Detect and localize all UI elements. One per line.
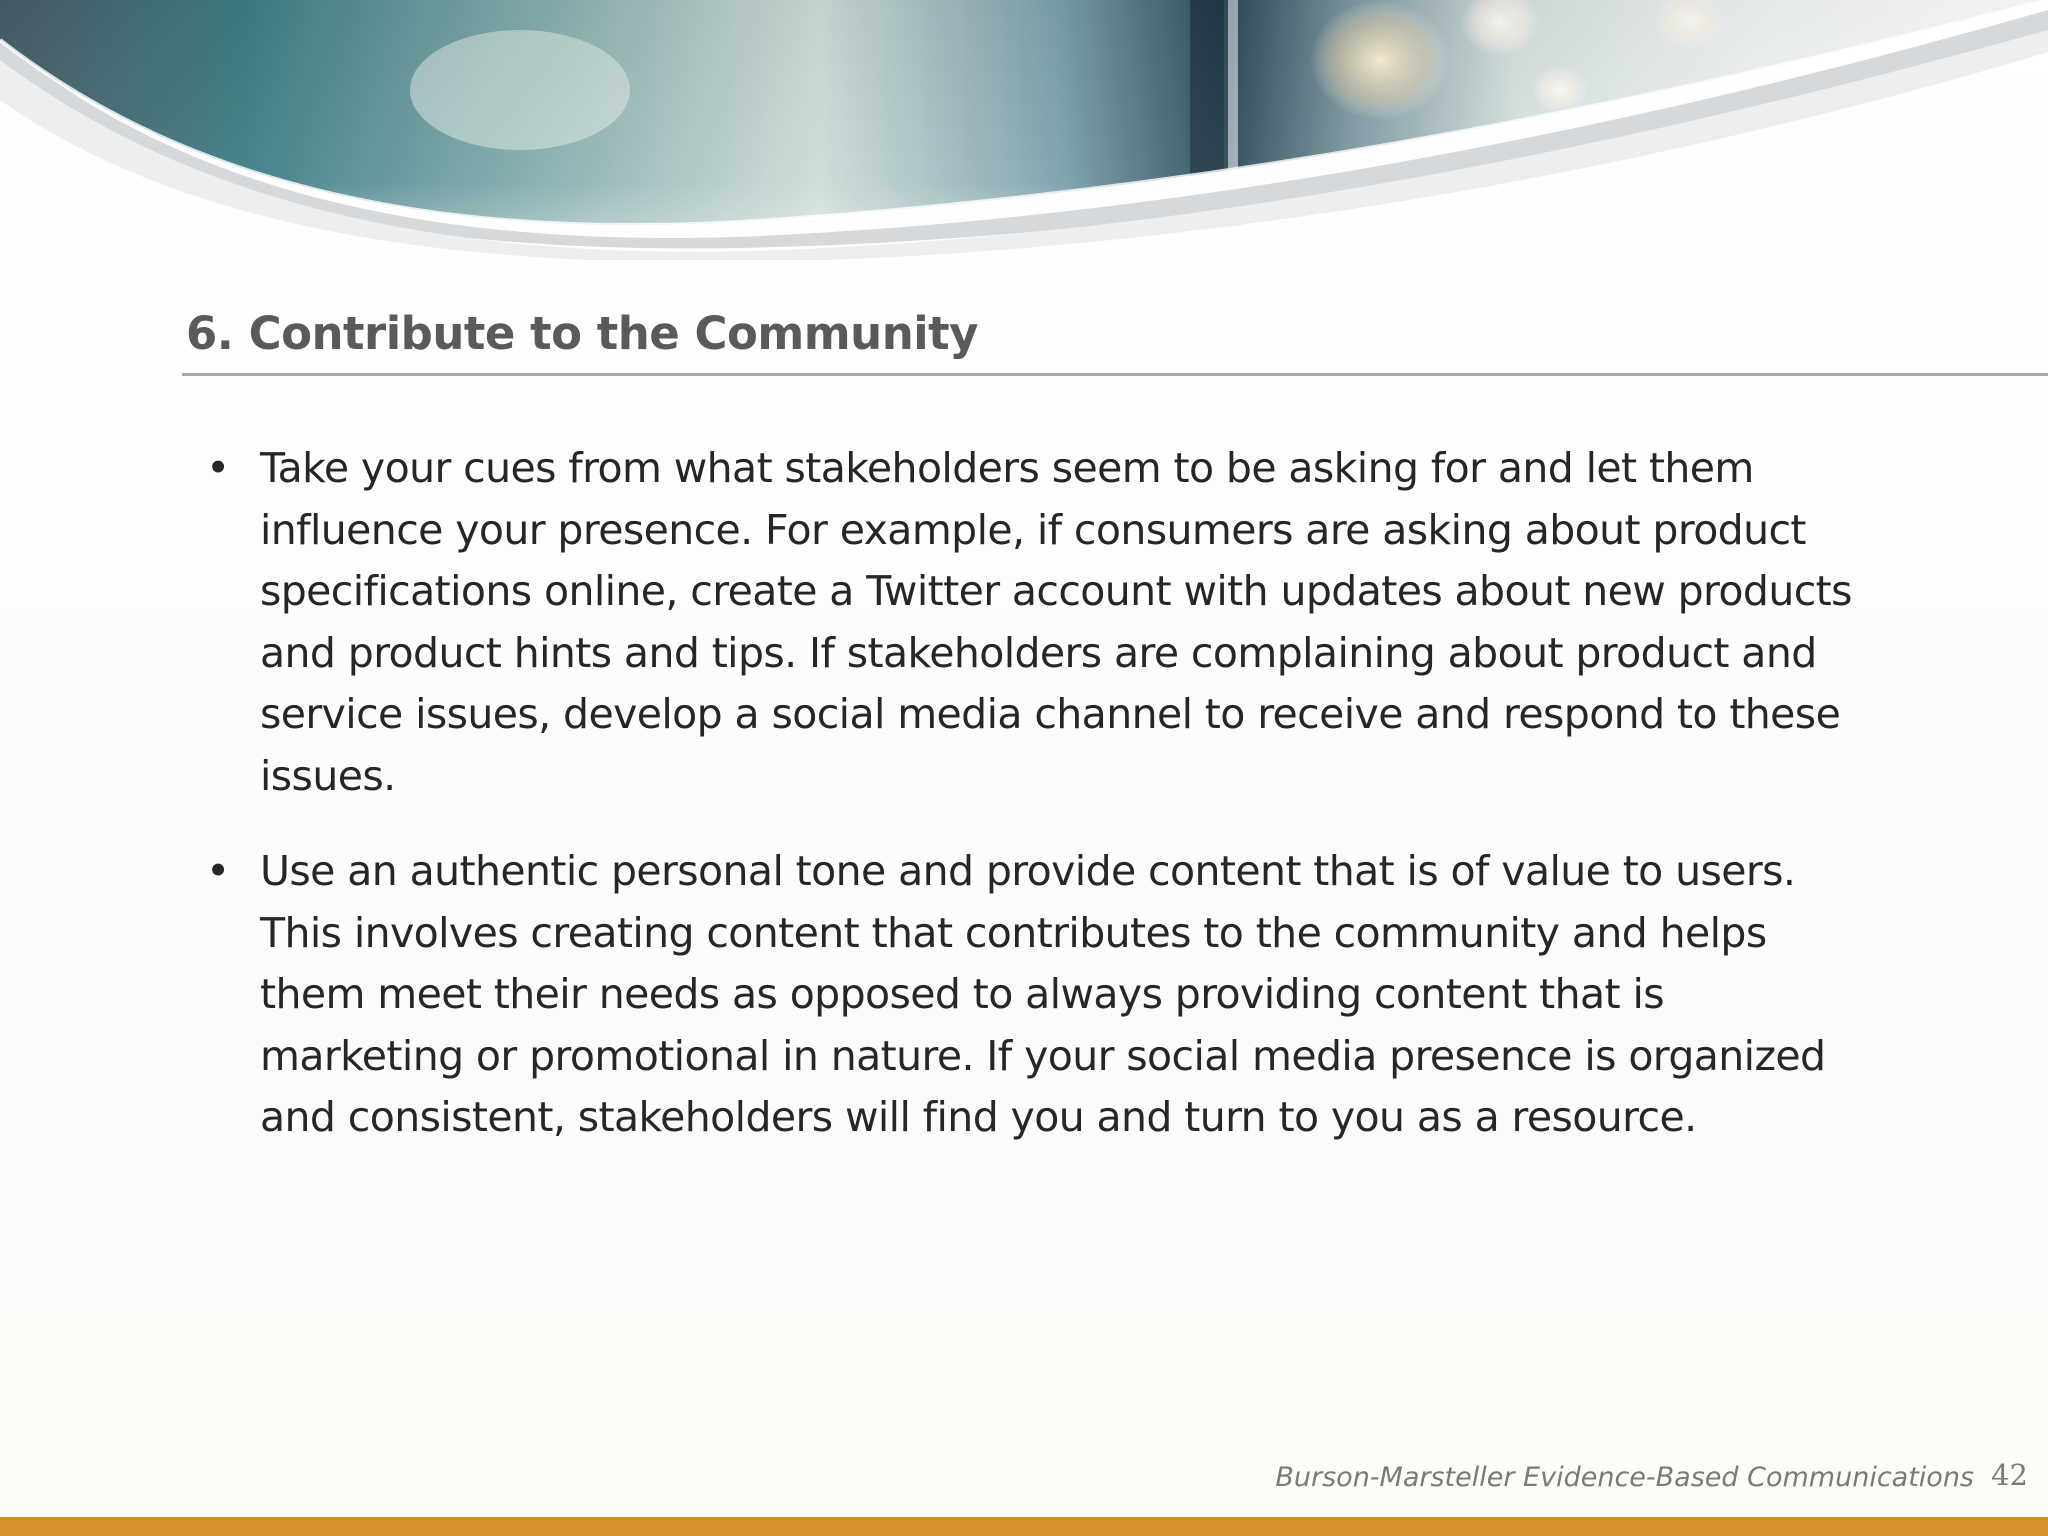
bullet-text: Use an authentic personal tone and provide content that is of value to users. This involves creating content that contributes to the community and helps them meet their needs as opposed to always providing content that is marketing or promotional in nature. If your social media presence is organized and consistent, stakeholders will find you and turn to you as a resource. xyxy=(260,847,1826,1141)
bullet-dot-icon: • xyxy=(206,847,230,895)
bullet-item xyxy=(206,841,1866,1149)
footer-accent-bar xyxy=(0,1517,2048,1536)
header-banner-image xyxy=(0,0,2048,260)
bullet-text: Take your cues from what stakeholders seem to be asking for and let them influence your presence. For example, if consumers are asking about product specifications online, create a Twitter account with updates about new products and product hints and tips. If stakeholders are complaining about product and service issues, develop a social media channel to receive and respond to these issues. xyxy=(260,444,1852,800)
bullet-list xyxy=(206,438,1866,1183)
title-divider xyxy=(182,373,2048,376)
slide-title: 6. Contribute to the Community xyxy=(186,307,979,360)
footer-company-text: Burson-Marsteller Evidence-Based Communications xyxy=(1275,1462,1974,1493)
page-number: 42 xyxy=(1991,1458,2028,1492)
bullet-item xyxy=(206,438,1866,807)
bullet-dot-icon: • xyxy=(206,444,230,492)
